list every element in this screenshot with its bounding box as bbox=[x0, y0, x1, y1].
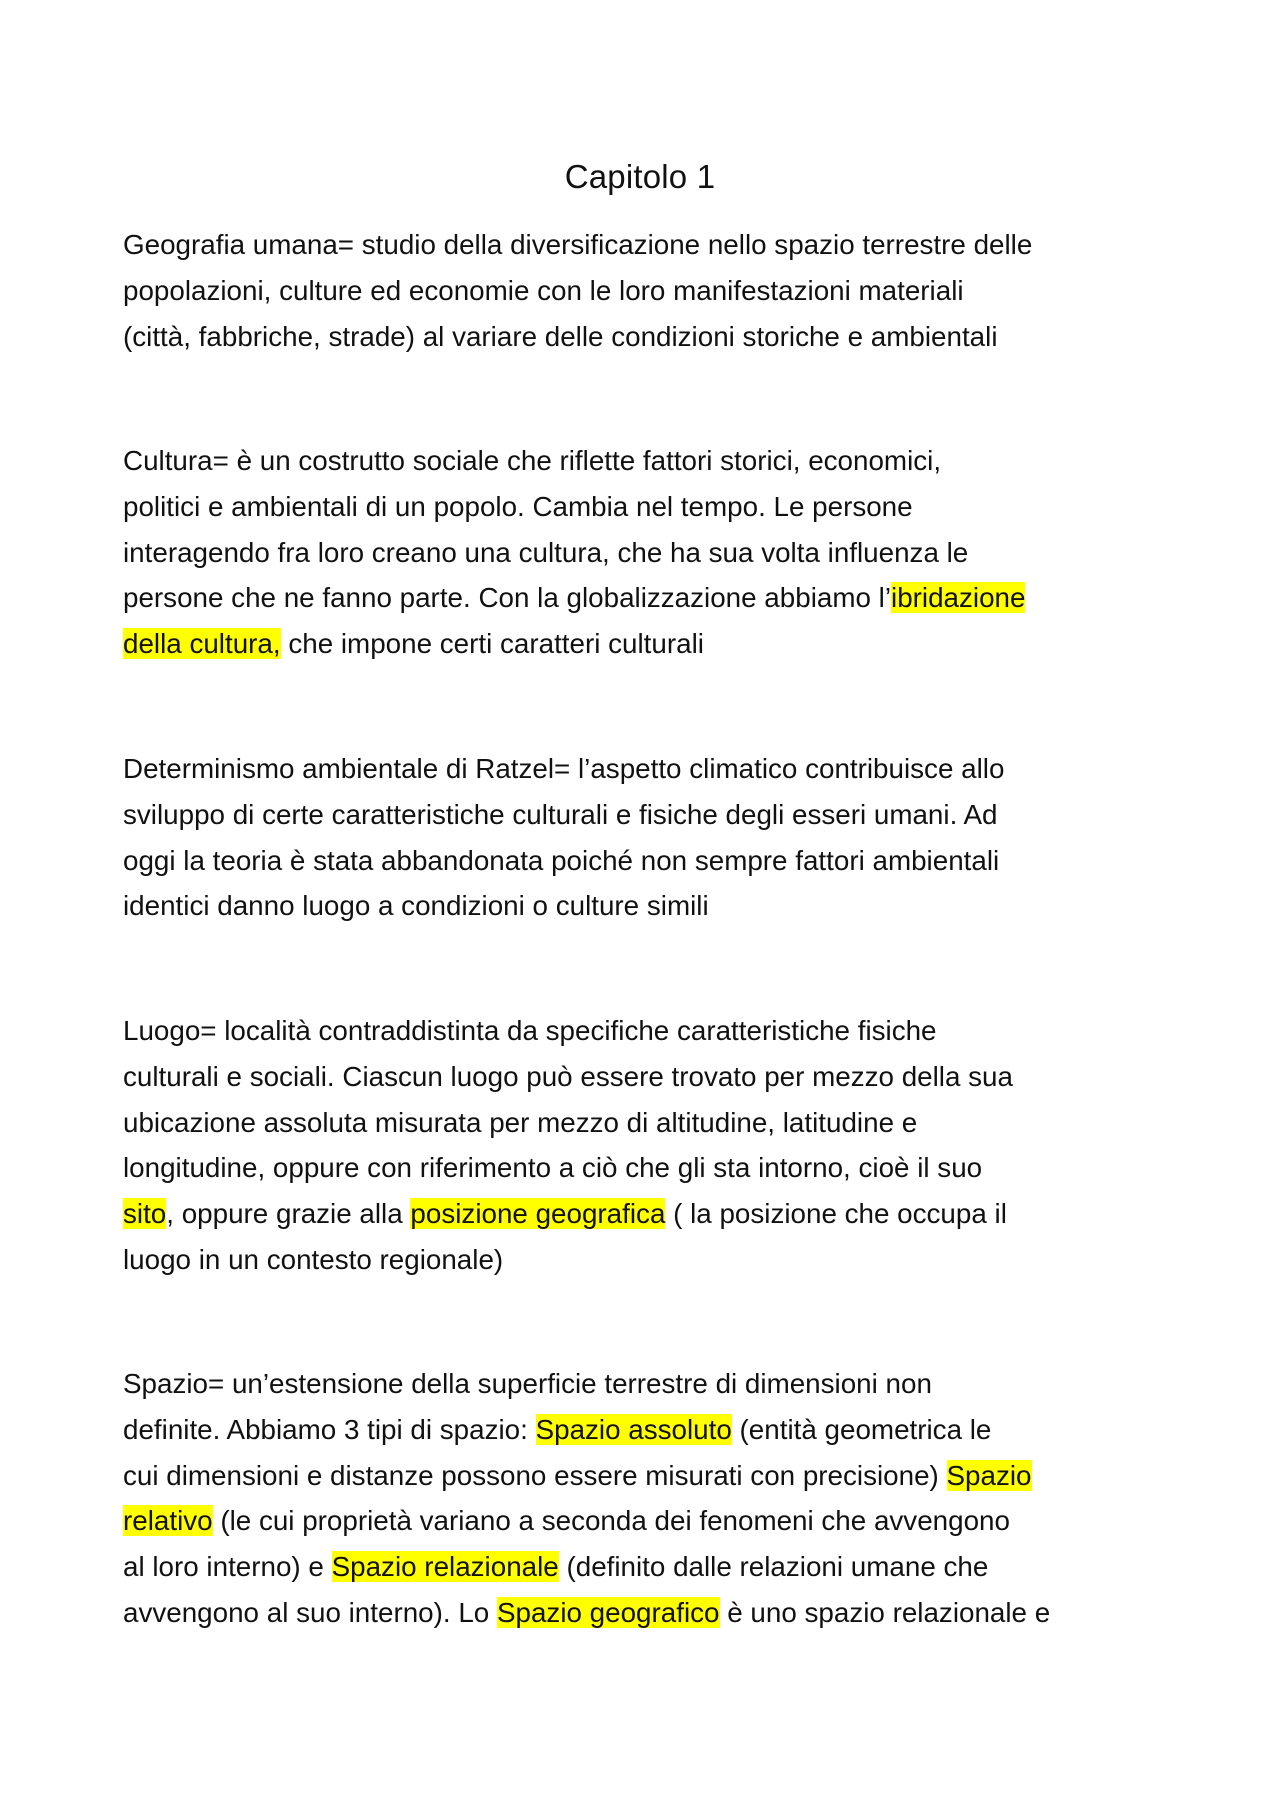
paragraph-determinismo-ambientale bbox=[123, 746, 1183, 929]
text-line bbox=[123, 1498, 1183, 1544]
page-title: Capitolo 1 bbox=[564, 158, 716, 195]
text-segment: longitudine, oppure con riferimento a ciò che gli sta intorno, cioè il suo bbox=[123, 1152, 983, 1184]
text-line bbox=[123, 1453, 1183, 1499]
highlighted-term: posizione geografica bbox=[410, 1198, 666, 1230]
text-line bbox=[123, 1407, 1183, 1453]
text-segment: (definito dalle relazioni umane che bbox=[558, 1551, 989, 1583]
text-segment: (entità geometrica le bbox=[731, 1413, 992, 1445]
text-line bbox=[123, 838, 1183, 884]
text-segment: Geografia umana= studio della diversificazione nello spazio terrestre delle bbox=[123, 229, 1033, 260]
text-line bbox=[123, 314, 1183, 360]
text-line bbox=[123, 1054, 1183, 1100]
text-segment: Luogo= località contraddistinta da specifiche caratteristiche fisiche bbox=[123, 1015, 937, 1046]
text-segment: è uno spazio relazionale e bbox=[719, 1596, 1051, 1628]
highlighted-term: Spazio bbox=[946, 1459, 1032, 1491]
text-segment: al loro interno) e bbox=[123, 1551, 332, 1583]
text-line bbox=[123, 883, 1183, 929]
text-segment: interagendo fra loro creano una cultura, che ha sua volta influenza le bbox=[123, 536, 969, 568]
text-segment: sviluppo di certe caratteristiche culturali e fisiche degli esseri umani. Ad bbox=[123, 798, 998, 830]
text-segment: ( la posizione che occupa il bbox=[665, 1198, 1007, 1230]
text-line bbox=[123, 268, 1183, 314]
text-segment: popolazioni, culture ed economie con le loro manifestazioni materiali bbox=[123, 274, 964, 306]
text-segment: culturali e sociali. Ciascun luogo può essere trovato per mezzo della sua bbox=[123, 1060, 1013, 1092]
text-segment: avvengono al suo interno). Lo bbox=[123, 1596, 497, 1628]
highlighted-term: Spazio relazionale bbox=[331, 1551, 559, 1583]
highlighted-term: Spazio geografico bbox=[496, 1596, 720, 1628]
text-segment: (città, fabbriche, strade) al variare delle condizioni storiche e ambientali bbox=[123, 320, 998, 352]
text-segment: , oppure grazie alla bbox=[166, 1198, 411, 1230]
text-segment: Spazio= un’estensione della superficie terrestre di dimensioni non bbox=[123, 1368, 932, 1399]
text-segment: che impone certi caratteri culturali bbox=[280, 628, 704, 660]
text-segment: identici danno luogo a condizioni o culture simili bbox=[123, 890, 709, 922]
text-line bbox=[123, 1008, 1183, 1054]
text-segment: Determinismo ambientale di Ratzel= l’aspetto climatico contribuisce allo bbox=[123, 753, 1005, 784]
text-line bbox=[123, 792, 1183, 838]
text-segment: definite. Abbiamo 3 tipi di spazio: bbox=[123, 1413, 536, 1445]
highlighted-term: della cultura, bbox=[123, 628, 281, 660]
paragraph-spazio bbox=[123, 1361, 1183, 1636]
paragraph-cultura bbox=[123, 438, 1183, 667]
highlighted-term: sito bbox=[123, 1198, 167, 1230]
text-line bbox=[123, 1590, 1183, 1636]
text-segment: oggi la teoria è stata abbandonata poiché non sempre fattori ambientali bbox=[123, 844, 1000, 876]
text-line bbox=[123, 1100, 1183, 1146]
text-segment: luogo in un contesto regionale) bbox=[123, 1243, 504, 1275]
text-line bbox=[123, 746, 1183, 792]
highlighted-term: relativo bbox=[123, 1505, 213, 1537]
text-line bbox=[123, 1544, 1183, 1590]
text-line bbox=[123, 1191, 1183, 1237]
paragraph-geografia-umana bbox=[123, 222, 1183, 359]
text-line bbox=[123, 222, 1183, 268]
text-line bbox=[123, 484, 1183, 530]
highlighted-term: Spazio assoluto bbox=[535, 1413, 732, 1445]
text-line bbox=[123, 621, 1183, 667]
text-segment: persone che ne fanno parte. Con la globalizzazione abbiamo l’ bbox=[123, 582, 892, 614]
text-segment: cui dimensioni e distanze possono essere misurati con precisione) bbox=[123, 1459, 947, 1491]
text-segment: ubicazione assoluta misurata per mezzo di altitudine, latitudine e bbox=[123, 1106, 918, 1138]
text-segment: Cultura= è un costrutto sociale che riflette fattori storici, economici, bbox=[123, 445, 942, 476]
highlighted-term: ibridazione bbox=[891, 582, 1026, 614]
text-line bbox=[123, 1361, 1183, 1407]
paragraph-luogo bbox=[123, 1008, 1183, 1283]
text-line bbox=[123, 575, 1183, 621]
text-line bbox=[123, 530, 1183, 576]
text-line bbox=[123, 1145, 1183, 1191]
text-segment: (le cui proprietà variano a seconda dei fenomeni che avvengono bbox=[212, 1505, 1010, 1537]
text-segment: politici e ambientali di un popolo. Cambia nel tempo. Le persone bbox=[123, 490, 913, 522]
text-line bbox=[123, 1237, 1183, 1283]
text-line bbox=[123, 438, 1183, 484]
